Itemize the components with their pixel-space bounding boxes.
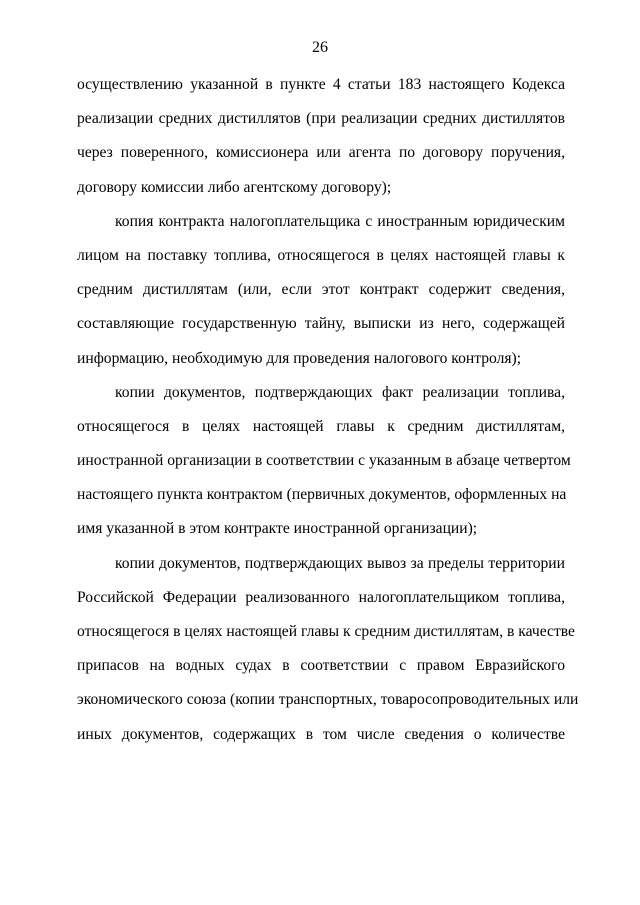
paragraph bbox=[77, 547, 579, 752]
text-line: экономического союза (копии транспортных, товаросопроводительных или bbox=[77, 691, 579, 709]
text-line: копии документов, подтверждающих вывоз за пределы территории bbox=[115, 554, 565, 572]
paragraph bbox=[77, 68, 565, 205]
text-line: относящегося в целях настоящей главы к средним дистиллятам, bbox=[77, 417, 565, 435]
paragraph bbox=[77, 205, 565, 376]
text-line: припасов на водных судах в соответствии с правом Евразийского bbox=[77, 657, 565, 675]
text-line: реализации средних дистиллятов (при реализации средних дистиллятов bbox=[77, 110, 565, 128]
text-line: иных документов, содержащих в том числе сведения о количестве bbox=[77, 725, 565, 743]
text-line: информацию, необходимую для проведения налогового контроля); bbox=[77, 349, 522, 367]
text-line: настоящего пункта контрактом (первичных документов, оформленных на bbox=[77, 486, 567, 504]
text-line: имя указанной в этом контракте иностранной организации); bbox=[77, 520, 478, 538]
text-line: относящегося в целях настоящей главы к средним дистиллятам, в качестве bbox=[77, 623, 575, 640]
body-text bbox=[77, 68, 579, 752]
text-line: договору комиссии либо агентскому договору); bbox=[77, 178, 392, 196]
text-line: иностранной организации в соответствии с указанным в абзаце четвертом bbox=[77, 452, 571, 470]
text-line: средним дистиллятам (или, если этот контракт содержит сведения, bbox=[77, 281, 565, 299]
text-line: лицом на поставку топлива, относящегося в целях настоящей главы к bbox=[77, 246, 565, 264]
text-line: через поверенного, комиссионера или агента по договору поручения, bbox=[77, 144, 565, 162]
text-line: Российской Федерации реализованного налогоплательщиком топлива, bbox=[77, 588, 565, 606]
text-line: осуществлению указанной в пункте 4 статьи 183 настоящего Кодекса bbox=[77, 76, 565, 93]
text-line: составляющие государственную тайну, выписки из него, содержащей bbox=[77, 315, 565, 333]
text-line: копии документов, подтверждающих факт реализации топлива, bbox=[115, 383, 565, 401]
page-number: 26 bbox=[312, 39, 328, 56]
text-line: копия контракта налогоплательщика с иностранным юридическим bbox=[115, 212, 565, 230]
paragraph bbox=[77, 376, 571, 547]
